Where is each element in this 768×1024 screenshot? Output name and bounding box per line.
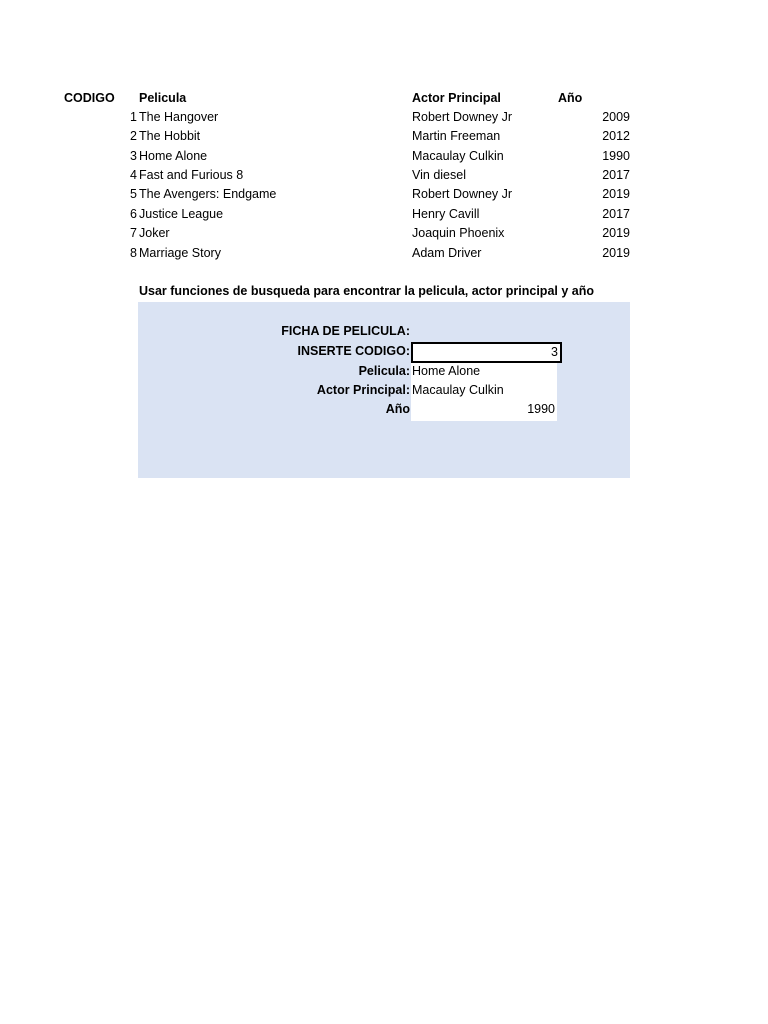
row-year: 2019 bbox=[602, 187, 630, 201]
year-label: Año bbox=[385, 402, 410, 416]
row-code: 7 bbox=[130, 226, 137, 240]
row-year: 2019 bbox=[602, 246, 630, 260]
card-title: FICHA DE PELICULA: bbox=[281, 324, 410, 338]
row-code: 6 bbox=[130, 207, 137, 221]
row-movie: Home Alone bbox=[139, 149, 208, 163]
row-actor: Adam Driver bbox=[412, 246, 482, 260]
actor-result: Macaulay Culkin bbox=[412, 383, 504, 397]
row-year: 2017 bbox=[602, 207, 630, 221]
movie-result: Home Alone bbox=[412, 364, 481, 378]
row-year: 2017 bbox=[602, 168, 630, 182]
movie-label: Pelicula: bbox=[358, 364, 410, 378]
code-label: INSERTE CODIGO: bbox=[297, 344, 410, 358]
row-movie: Joker bbox=[139, 226, 170, 240]
actor-label: Actor Principal: bbox=[316, 383, 410, 397]
row-movie: Marriage Story bbox=[139, 246, 221, 260]
row-actor: Joaquin Phoenix bbox=[412, 226, 505, 240]
row-movie: Fast and Furious 8 bbox=[139, 168, 244, 182]
row-year: 1990 bbox=[602, 149, 630, 163]
row-actor: Henry Cavill bbox=[412, 207, 480, 221]
row-code: 3 bbox=[130, 149, 137, 163]
year-result: 1990 bbox=[527, 402, 555, 416]
code-input-cell[interactable]: 3 bbox=[411, 342, 562, 363]
row-code: 8 bbox=[130, 246, 137, 260]
row-actor: Robert Downey Jr bbox=[412, 187, 513, 201]
row-movie: The Hobbit bbox=[139, 129, 201, 143]
row-year: 2019 bbox=[602, 226, 630, 240]
row-code: 1 bbox=[130, 110, 137, 124]
header-codigo: CODIGO bbox=[64, 91, 115, 105]
row-movie: The Hangover bbox=[139, 110, 219, 124]
row-code: 2 bbox=[130, 129, 137, 143]
row-actor: Martin Freeman bbox=[412, 129, 501, 143]
header-year: Año bbox=[558, 91, 583, 105]
row-actor: Vin diesel bbox=[412, 168, 466, 182]
row-actor: Macaulay Culkin bbox=[412, 149, 504, 163]
row-movie: Justice League bbox=[139, 207, 224, 221]
header-actor: Actor Principal bbox=[412, 91, 501, 105]
row-movie: The Avengers: Endgame bbox=[139, 187, 277, 201]
row-code: 5 bbox=[130, 187, 137, 201]
row-year: 2012 bbox=[602, 129, 630, 143]
instruction-text: Usar funciones de busqueda para encontrar la pelicula, actor principal y año bbox=[139, 284, 594, 298]
row-code: 4 bbox=[130, 168, 137, 182]
row-year: 2009 bbox=[602, 110, 630, 124]
header-pelicula: Pelicula bbox=[139, 91, 187, 105]
row-actor: Robert Downey Jr bbox=[412, 110, 513, 124]
